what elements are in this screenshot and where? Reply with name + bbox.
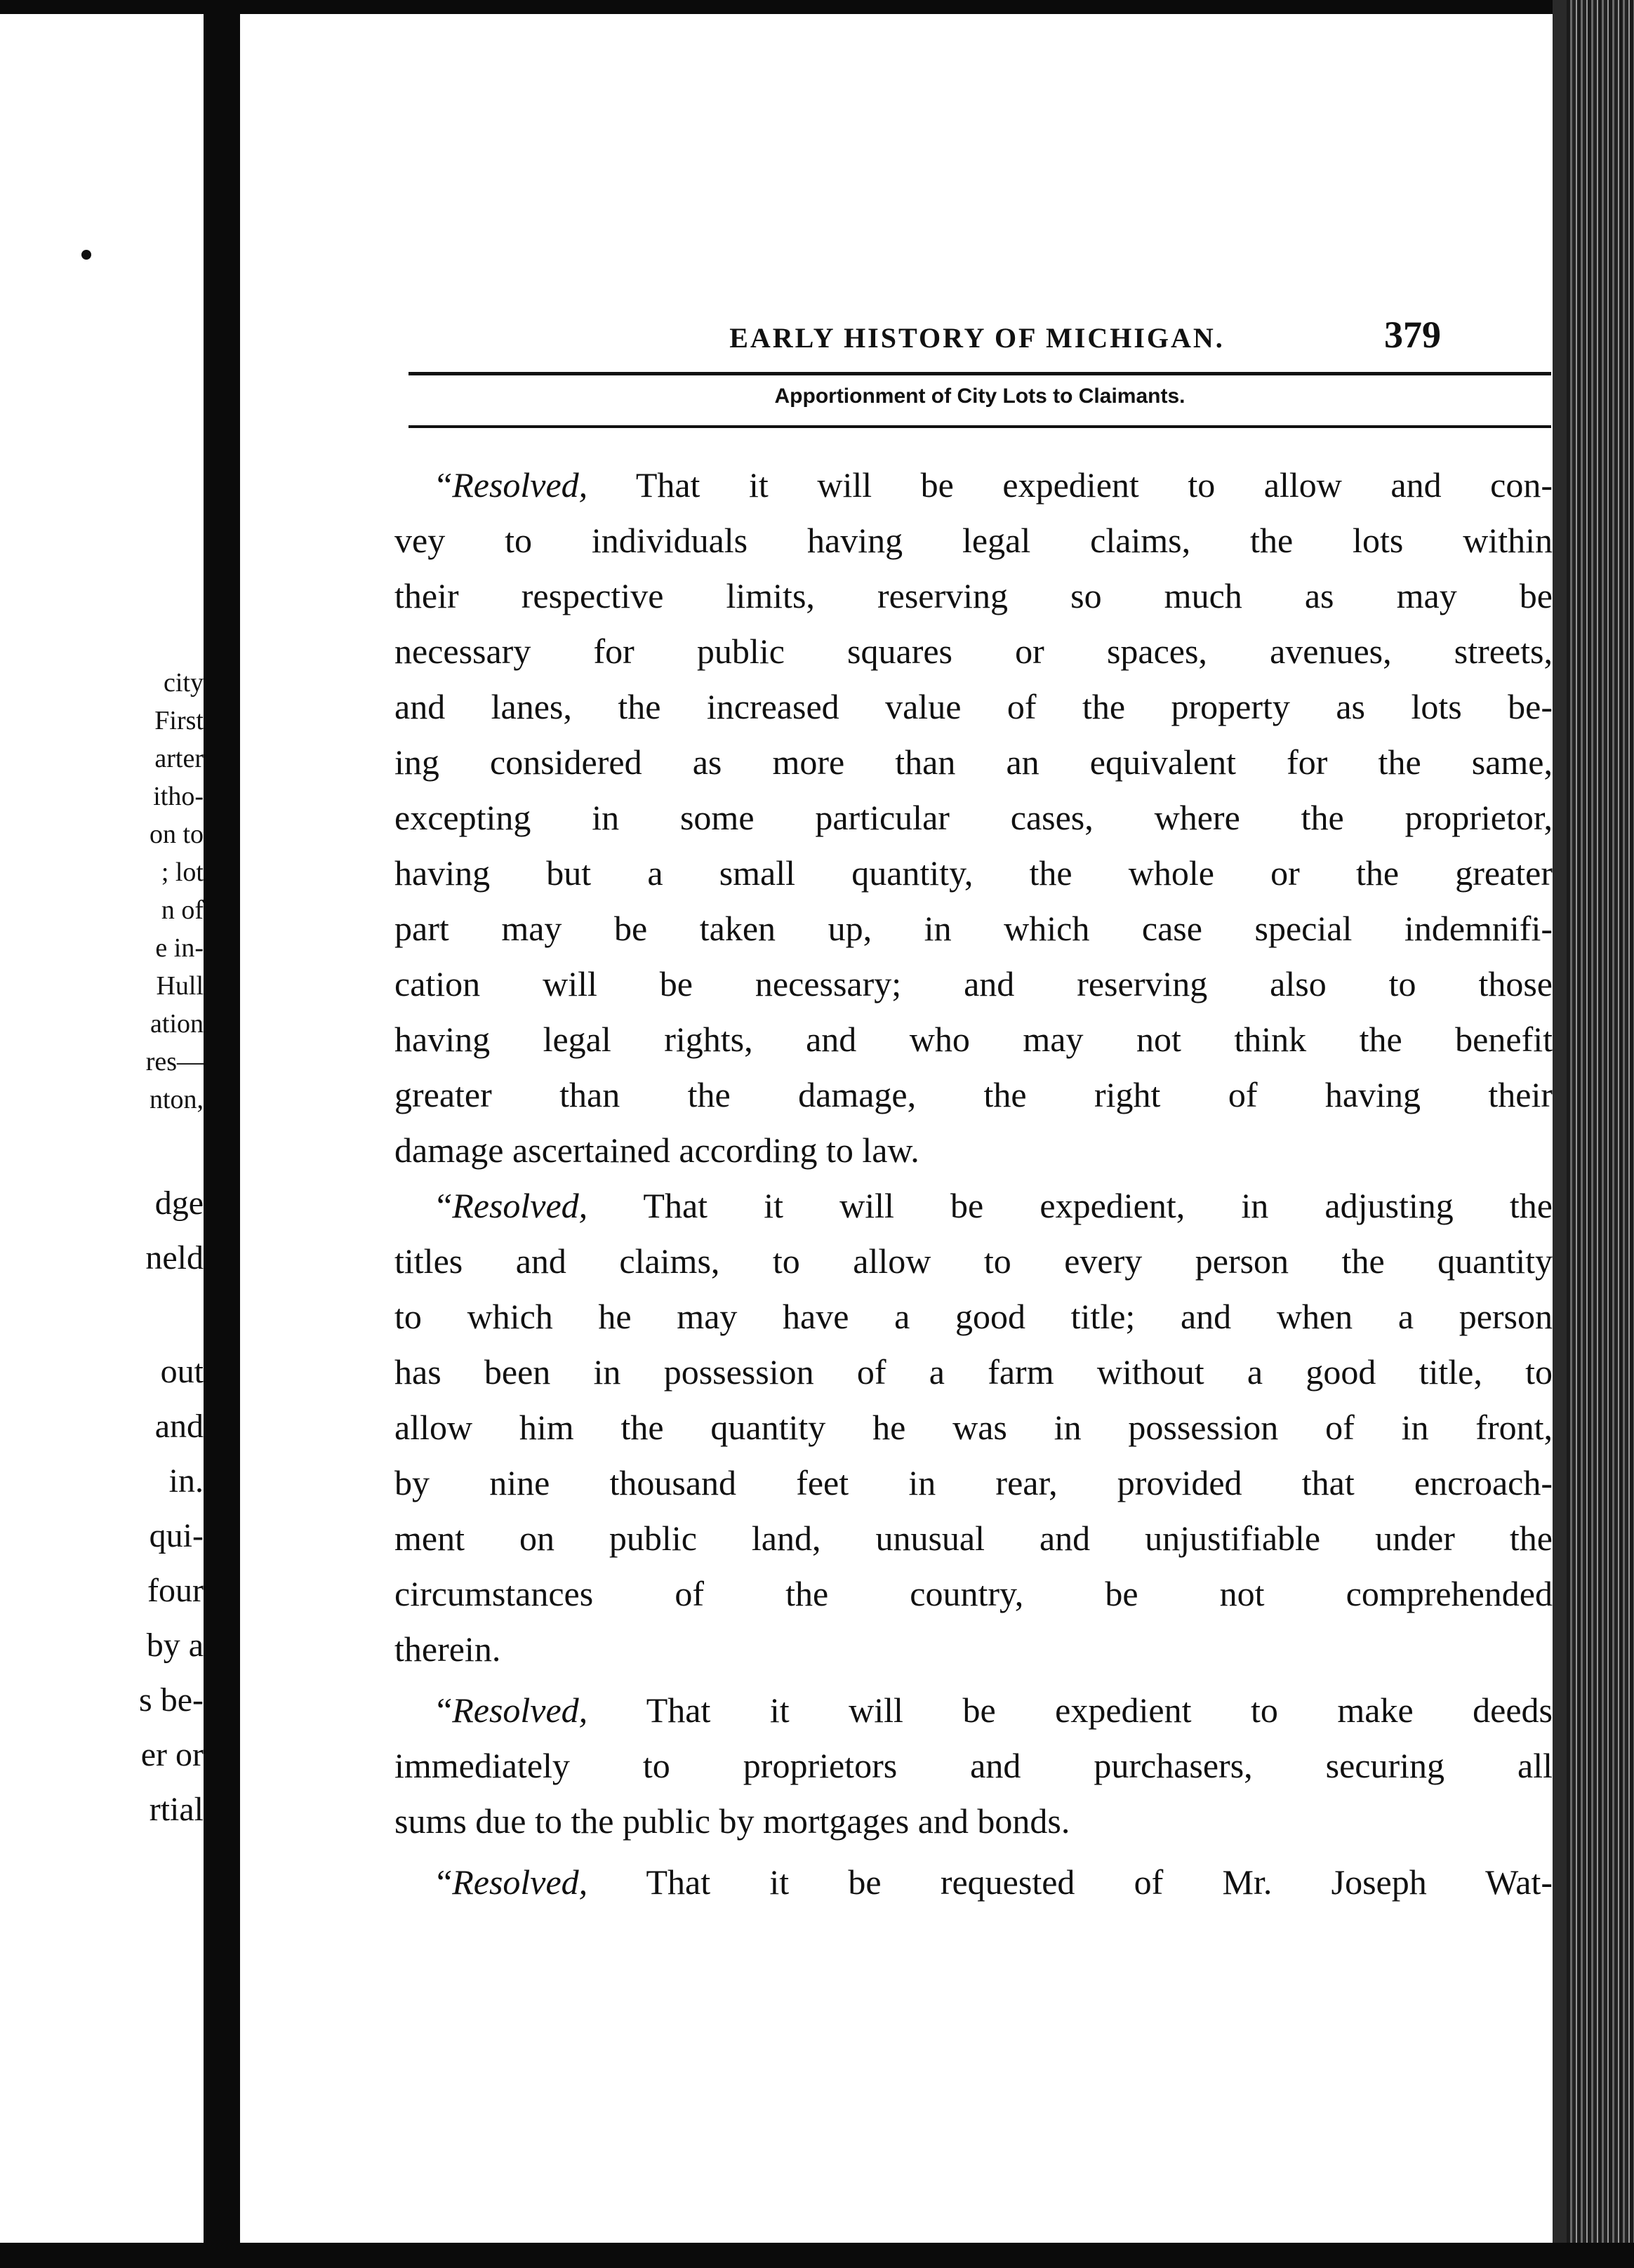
fragment-line: four (147, 1572, 204, 1609)
text-line: cation will be necessary; and reserving also to those (394, 964, 1553, 1003)
text-line: sums due to the public by mortgages and bonds. (394, 1801, 1070, 1841)
section-subheading: Apportionment of City Lots to Claimants. (774, 385, 1185, 408)
text-line: therein. (394, 1629, 501, 1669)
text-line: and lanes, the increased value of the property as lots be- (394, 687, 1553, 726)
fragment-line: city (164, 668, 204, 698)
text-line: “Resolved, That it will be expedient to make deeds (437, 1690, 1553, 1730)
text-line: excepting in some particular cases, where the proprietor, (394, 798, 1553, 837)
resolved-lead: Resolved, (452, 1690, 588, 1730)
fragment-line: Hull (156, 971, 204, 1001)
text-line: having legal rights, and who may not think the benefit (394, 1020, 1553, 1059)
fragment-line: ; lot (161, 858, 204, 887)
text-line: “Resolved, That it will be expedient, in adjusting the (437, 1186, 1553, 1225)
fragment-line: by a (146, 1627, 204, 1664)
text-line: ment on public land, unusual and unjustifiable under the (394, 1519, 1553, 1558)
text-line: damage ascertained according to law. (394, 1130, 919, 1170)
text-line: having but a small quantity, the whole or the greater (394, 853, 1553, 893)
fragment-line: qui- (149, 1517, 204, 1554)
text-line: part may be taken up, in which case special indemnifi- (394, 909, 1553, 948)
page-edge-shadow (1553, 0, 1568, 2268)
fragment-line: ation (150, 1009, 204, 1039)
fragment-line: nton, (149, 1085, 204, 1114)
page-stack-edge (1567, 0, 1634, 2268)
text-line: their respective limits, reserving so much as may be (394, 576, 1553, 615)
scan-border-top (0, 0, 1634, 14)
text-line: necessary for public squares or spaces, avenues, streets, (394, 632, 1553, 671)
text-line: greater than the damage, the right of having their (394, 1075, 1553, 1114)
text-line: by nine thousand feet in rear, provided that encroach- (394, 1463, 1553, 1502)
text-line: immediately to proprietors and purchasers, securing all (394, 1746, 1553, 1785)
book-page (240, 14, 1553, 2243)
fragment-line: e in- (155, 933, 204, 963)
resolved-lead: Resolved, (452, 1186, 588, 1225)
fragment-line: n of (161, 895, 204, 925)
fragment-small-column (146, 664, 204, 1119)
fragment-line: itho- (153, 782, 204, 811)
ink-dot (81, 250, 91, 260)
text-line: to which he may have a good title; and when a person (394, 1297, 1553, 1336)
fragment-line: and (154, 1408, 204, 1445)
fragment-line: res— (145, 1047, 204, 1076)
text-line: has been in possession of a farm without a good title, to (394, 1352, 1553, 1392)
page-title: EARLY HISTORY OF MICHIGAN. (729, 322, 1225, 354)
page-number: 379 (1384, 314, 1441, 356)
fragment-line: on to (149, 820, 204, 849)
text-line: allow him the quantity he was in possession of in front, (394, 1408, 1553, 1447)
fragment-line: First (154, 706, 204, 735)
fragment-line: dge (154, 1185, 204, 1222)
fragment-large-column-b (139, 1345, 204, 1837)
fragment-line: out (160, 1353, 204, 1390)
subheading-rule (408, 425, 1551, 428)
previous-page-fragment (0, 0, 204, 2243)
fragment-line: arter (154, 744, 204, 773)
body-text (394, 458, 1553, 1910)
fragment-line: er or (140, 1736, 204, 1773)
book-gutter (204, 0, 240, 2268)
fragment-line: s be- (139, 1681, 204, 1719)
text-line: circumstances of the country, be not comprehended (394, 1574, 1553, 1613)
text-line: “Resolved, That it will be expedient to allow and con- (437, 465, 1553, 505)
text-line: vey to individuals having legal claims, the lots within (394, 521, 1553, 560)
scan-border-bottom (0, 2243, 1634, 2268)
running-head (612, 309, 1553, 365)
fragment-line: neld (145, 1239, 204, 1276)
resolved-lead: Resolved, (452, 1862, 588, 1902)
text-line: ing considered as more than an equivalent for the same, (394, 742, 1553, 782)
text-line: titles and claims, to allow to every person the quantity (394, 1241, 1553, 1281)
fragment-large-column-a (145, 1176, 204, 1286)
resolved-lead: Resolved, (452, 465, 588, 505)
header-rule (408, 372, 1551, 375)
text-line: “Resolved, That it be requested of Mr. Joseph Wat- (437, 1862, 1553, 1902)
fragment-line: in. (168, 1462, 204, 1500)
fragment-line: rtial (149, 1791, 204, 1828)
